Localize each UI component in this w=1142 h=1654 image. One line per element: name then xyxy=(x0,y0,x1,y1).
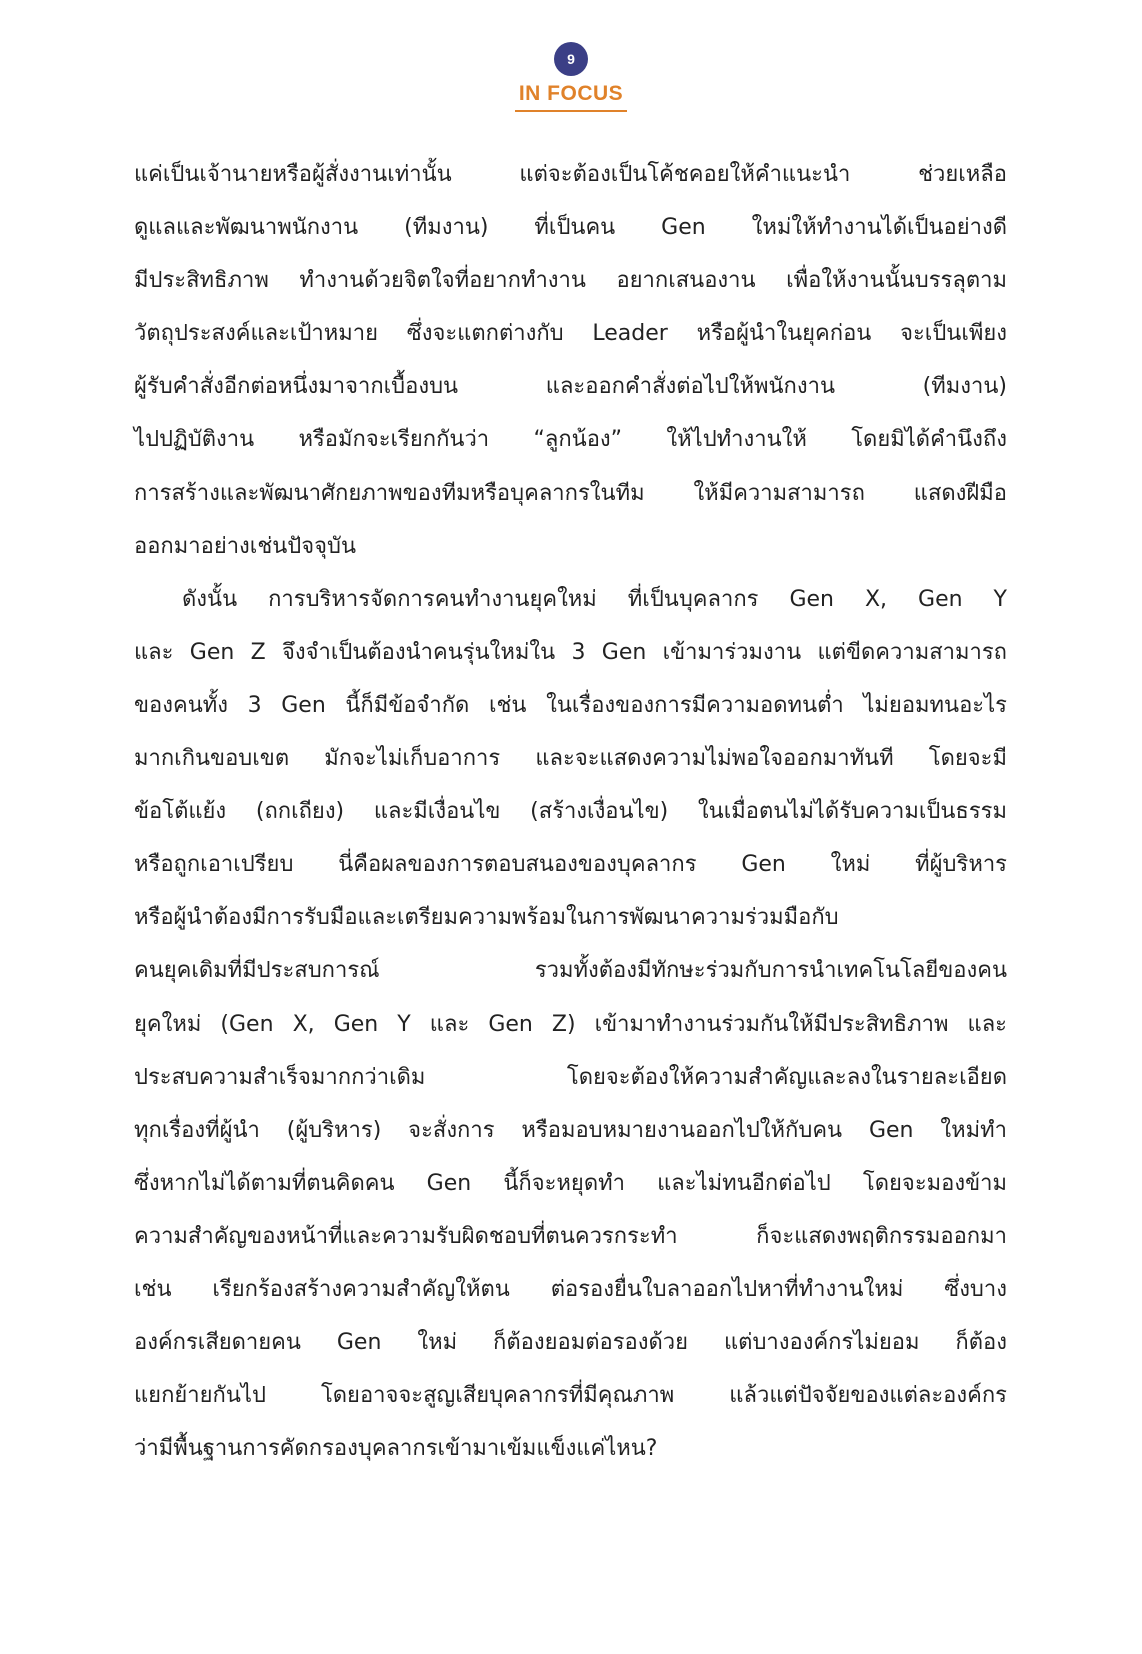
body-line: ดูแลและพัฒนาพนักงาน (ทีมงาน) ที่เป็นคน Gen ใหม่ให้ทำงานได้เป็นอย่างดี xyxy=(134,215,1007,241)
body-line: แค่เป็นเจ้านายหรือผู้สั่งงานเท่านั้น แต่จะต้องเป็นโค้ชคอยให้คำแนะนำ ช่วยเหลือ xyxy=(134,162,1007,187)
body-line: ของคนทั้ง 3 Gen นี้ก็มีข้อจำกัด เช่น ในเรื่องของการมีความอดทนต่ำ ไม่ยอมทนอะไร xyxy=(134,692,1007,718)
body-line: ทุกเรื่องที่ผู้นำ (ผู้บริหาร) จะสั่งการ หรือมอบหมายงานออกไปให้กับคน Gen ใหม่ทำ xyxy=(134,1117,1007,1143)
body-line: ซึ่งหากไม่ได้ตามที่ตนคิดคน Gen นี้ก็จะหยุดทำ และไม่ทนอีกต่อไป โดยจะมองข้าม xyxy=(134,1170,1007,1196)
body-line: มากเกินขอบเขต มักจะไม่เก็บอาการ และจะแสดงความไม่พอใจออกมาทันที โดยจะมี xyxy=(134,746,1007,772)
section-title: IN FOCUS xyxy=(515,82,627,112)
paragraph-start-line: ดังนั้น การบริหารจัดการคนทำงานยุคใหม่ ที่เป็นบุคลากร Gen X, Gen Y xyxy=(182,586,1007,612)
paragraph-end-line: ออกมาอย่างเช่นปัจจุบัน xyxy=(134,533,357,559)
article-body xyxy=(134,148,1007,1475)
body-line: หรือถูกเอาเปรียบ นี่คือผลของการตอบสนองของบุคลากร Gen ใหม่ ที่ผู้บริหาร xyxy=(134,852,1007,878)
body-line: ประสบความสำเร็จมากกว่าเดิม โดยจะต้องให้ความสำคัญและลงในรายละเอียด xyxy=(134,1064,1007,1090)
body-line: เช่น เรียกร้องสร้างความสำคัญให้ตน ต่อรองยื่นใบลาออกไปหาที่ทำงานใหม่ ซึ่งบาง xyxy=(134,1276,1007,1302)
page-number-badge: 9 xyxy=(554,42,588,76)
body-line: วัตถุประสงค์และเป้าหมาย ซึ่งจะแตกต่างกับ Leader หรือผู้นำในยุคก่อน จะเป็นเพียง xyxy=(134,321,1007,347)
body-line: หรือผู้นำต้องมีการรับมือและเตรียมความพร้อมในการพัฒนาความร่วมมือกับ xyxy=(134,905,839,931)
body-line: คนยุคเดิมที่มีประสบการณ์ รวมทั้งต้องมีทักษะร่วมกับการนำเทคโนโลยีของคน xyxy=(134,958,1007,984)
body-line: และ Gen Z จึงจำเป็นต้องนำคนรุ่นใหม่ใน 3 Gen เข้ามาร่วมงาน แต่ขีดความสามารถ xyxy=(134,639,1007,665)
paragraph-end-line: ว่ามีพื้นฐานการคัดกรองบุคลากรเข้ามาเข้มแข็งแค่ไหน? xyxy=(134,1436,658,1462)
body-line: มีประสิทธิภาพ ทำงานด้วยจิตใจที่อยากทำงาน อยากเสนองาน เพื่อให้งานนั้นบรรลุตาม xyxy=(134,268,1007,294)
body-line: แยกย้ายกันไป โดยอาจจะสูญเสียบุคลากรที่มีคุณภาพ แล้วแต่ปัจจัยของแต่ละองค์กร xyxy=(134,1383,1007,1409)
page-header xyxy=(0,42,1142,112)
body-line: การสร้างและพัฒนาศักยภาพของทีมหรือบุคลากรในทีม ให้มีความสามารถ แสดงฝีมือ xyxy=(134,480,1007,506)
body-line: ผู้รับคำสั่งอีกต่อหนึ่งมาจากเบื้องบน และออกคำสั่งต่อไปให้พนักงาน (ทีมงาน) xyxy=(134,374,1007,400)
body-line: ข้อโต้แย้ง (ถกเถียง) และมีเงื่อนไข (สร้างเงื่อนไข) ในเมื่อตนไม่ได้รับความเป็นธรรม xyxy=(134,799,1007,825)
body-line: ไปปฏิบัติงาน หรือมักจะเรียกกันว่า “ลูกน้อง” ให้ไปทำงานให้ โดยมิได้คำนึงถึง xyxy=(134,427,1007,453)
body-line: ยุคใหม่ (Gen X, Gen Y และ Gen Z) เข้ามาทำงานร่วมกันให้มีประสิทธิภาพ และ xyxy=(134,1011,1007,1037)
body-line: องค์กรเสียดายคน Gen ใหม่ ก็ต้องยอมต่อรองด้วย แต่บางองค์กรไม่ยอม ก็ต้อง xyxy=(134,1330,1007,1356)
body-line: ความสำคัญของหน้าที่และความรับผิดชอบที่ตนควรกระทำ ก็จะแสดงพฤติกรรมออกมา xyxy=(134,1223,1007,1249)
